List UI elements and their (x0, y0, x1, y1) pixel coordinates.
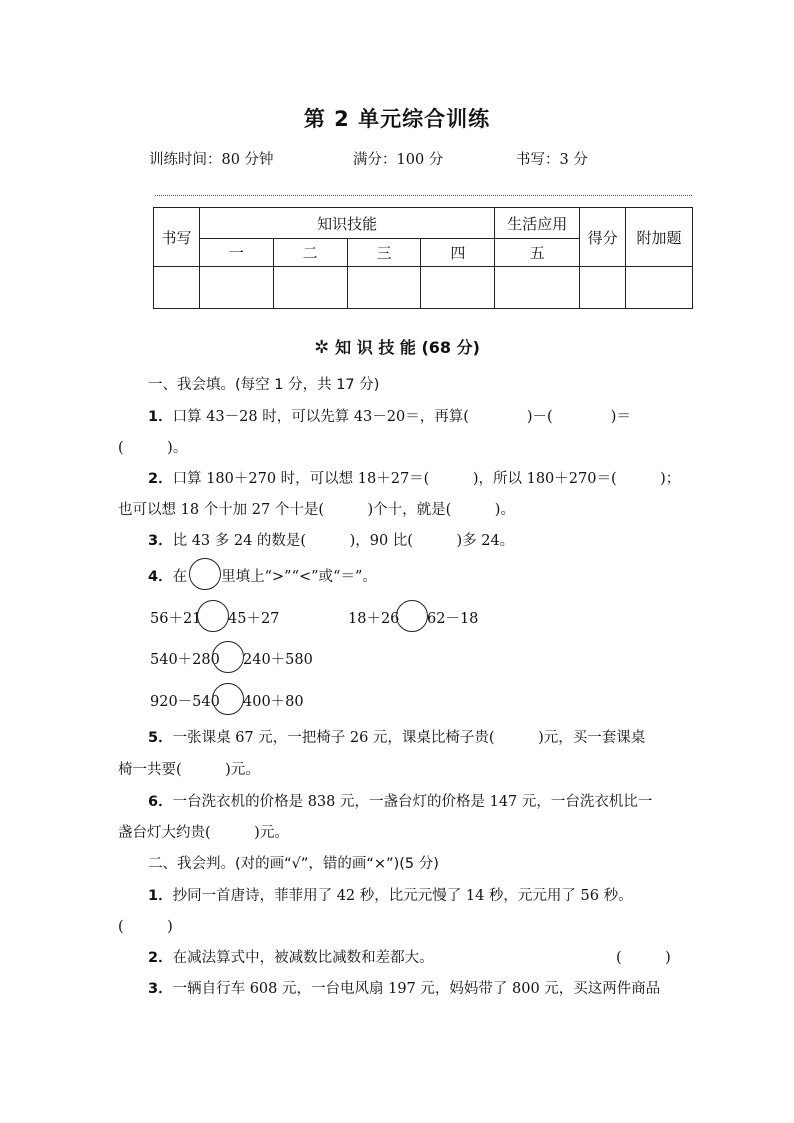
header-part-2: 二 (273, 239, 347, 267)
judge-1 (148, 884, 633, 905)
question-text: 一辆自行车 608 元，一台电风扇 197 元，妈妈带了 800 元，买这两件商品 (172, 981, 661, 997)
question-6-cont: 盏台灯大约贵( )元。 (118, 825, 289, 841)
answer-circle[interactable] (212, 641, 244, 673)
training-time: 训练时间：80 分钟 (149, 152, 274, 168)
score-table (153, 207, 693, 309)
judge-2-paren: ( ) (616, 950, 671, 966)
header-part-5: 五 (495, 239, 580, 267)
question-text: 一台洗衣机的价格是 838 元，一盏台灯的价格是 147 元，一台洗衣机比一 (172, 794, 653, 810)
writing-score: 书写：3 分 (516, 152, 588, 168)
question-5 (148, 726, 645, 747)
score-cell[interactable] (199, 267, 273, 309)
question-5-cont: 椅一共要( )元。 (118, 762, 260, 778)
expr-3a: 540＋280 (150, 652, 220, 668)
expr-2a: 18＋26 (348, 611, 400, 627)
full-score: 满分：100 分 (353, 152, 444, 168)
section-heading (0, 335, 794, 358)
expr-2b: 62－18 (427, 611, 479, 627)
question-number: 2． (148, 950, 173, 966)
question-text: 口算 180＋270 时，可以想 18＋27＝( )，所以 180＋270＝( )； (172, 471, 681, 487)
score-cell[interactable] (347, 267, 421, 309)
score-cell[interactable] (626, 267, 693, 309)
page-title: 第 2 单元综合训练 (303, 107, 491, 131)
question-number: 1． (148, 409, 173, 425)
expr-1a: 56＋21 (150, 611, 202, 627)
question-number: 1． (148, 888, 173, 904)
dotted-divider (155, 195, 692, 196)
part2-heading: 二、我会判。(对的画“√”，错的画“×”)(5 分) (148, 856, 439, 872)
score-cell[interactable] (580, 267, 626, 309)
header-life-application: 生活应用 (495, 208, 580, 239)
question-number: 3． (148, 981, 173, 997)
answer-circle[interactable] (212, 683, 244, 715)
question-3 (148, 529, 514, 550)
question-text: 在减法算式中，被减数比减数和差都大。 (172, 950, 434, 966)
expr-1b: 45＋27 (228, 611, 280, 627)
question-text: 在 (172, 569, 188, 585)
judge-1-paren: ( ) (118, 919, 173, 935)
score-cell[interactable] (421, 267, 495, 309)
question-4 (148, 565, 377, 586)
question-text: 抄同一首唐诗，菲菲用了 42 秒，比元元慢了 14 秒，元元用了 56 秒。 (172, 888, 633, 904)
question-2-cont: 也可以想 18 个十加 27 个十是( )个十，就是( )。 (118, 502, 515, 518)
question-1 (148, 405, 631, 426)
question-number: 3． (148, 533, 173, 549)
header-score: 得分 (580, 208, 626, 267)
star-icon: ✲ (314, 337, 330, 358)
section-label: 知 识 技 能 (68 分) (335, 338, 480, 357)
header-knowledge-skills: 知识技能 (199, 208, 494, 239)
expr-4b: 400＋80 (243, 694, 304, 710)
score-cell[interactable] (273, 267, 347, 309)
header-part-4: 四 (421, 239, 495, 267)
question-number: 5． (148, 730, 173, 746)
question-text: 一张课桌 67 元，一把椅子 26 元，课桌比椅子贵( )元，买一套课桌 (172, 730, 646, 746)
question-number: 2． (148, 471, 173, 487)
expr-3b: 240＋580 (243, 652, 313, 668)
header-part-3: 三 (347, 239, 421, 267)
header-bonus: 附加题 (626, 208, 693, 267)
question-text: 口算 43－28 时，可以先算 43－20＝，再算( )－( )＝ (172, 409, 631, 425)
question-6 (148, 790, 652, 811)
header-part-1: 一 (199, 239, 273, 267)
header-writing: 书写 (154, 208, 200, 267)
question-number: 6． (148, 794, 173, 810)
answer-circle[interactable] (197, 600, 229, 632)
expr-4a: 920－540 (150, 694, 220, 710)
part1-heading: 一、我会填。(每空 1 分，共 17 分) (148, 377, 380, 393)
answer-circle[interactable] (396, 600, 428, 632)
answer-circle (189, 558, 221, 590)
question-text: 里填上“>”“<”或“＝”。 (221, 569, 377, 585)
judge-2 (148, 946, 434, 967)
question-2 (148, 467, 680, 488)
question-1-cont: ( )。 (118, 440, 188, 456)
score-cell[interactable] (495, 267, 580, 309)
question-text: 比 43 多 24 的数是( )，90 比( )多 24。 (172, 533, 515, 549)
question-number: 4． (148, 569, 173, 585)
score-cell[interactable] (154, 267, 200, 309)
judge-3 (148, 977, 660, 998)
